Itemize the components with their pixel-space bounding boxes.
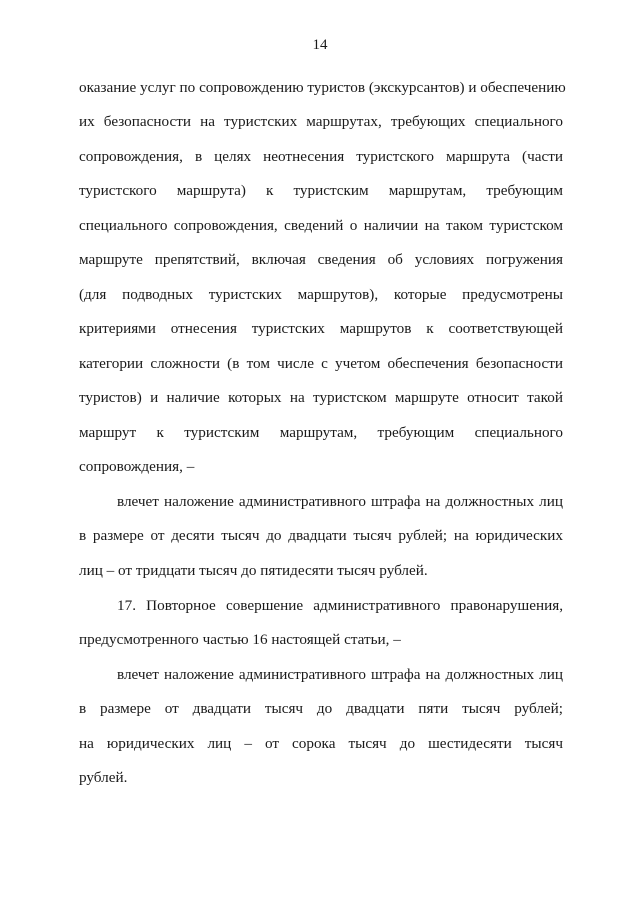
text-line: рублей. bbox=[79, 769, 128, 786]
text-line: туристского маршрута) к туристским маршрутам, требующим bbox=[79, 182, 563, 199]
text-line: критериями отнесения туристских маршрутов к соответствующей bbox=[79, 320, 563, 337]
text-line: маршруте препятствий, включая сведения об условиях погружения bbox=[79, 251, 563, 268]
text-line: категории сложности (в том числе с учетом обеспечения безопасности bbox=[79, 355, 563, 372]
text-line: туристов) и наличие которых на туристском маршруте относит такой bbox=[79, 389, 563, 406]
text-line: сопровождения, в целях неотнесения туристского маршрута (части bbox=[79, 148, 563, 165]
page-number: 14 bbox=[312, 37, 328, 53]
text-line: в размере от двадцати тысяч до двадцати пяти тысяч рублей; bbox=[79, 700, 563, 717]
text-line: 17. Повторное совершение административного правонарушения, bbox=[117, 597, 563, 614]
text-line: (для подводных туристских маршрутов), которые предусмотрены bbox=[79, 286, 563, 303]
text-line: сопровождения, – bbox=[79, 458, 195, 475]
text-line: их безопасности на туристских маршрутах, требующих специального bbox=[79, 113, 563, 130]
text-line: маршрут к туристским маршрутам, требующим специального bbox=[79, 424, 563, 441]
text-line: влечет наложение административного штрафа на должностных лиц bbox=[117, 493, 563, 510]
text-line: влечет наложение административного штрафа на должностных лиц bbox=[117, 666, 563, 683]
text-line: оказание услуг по сопровождению туристов (экскурсантов) и обеспечению bbox=[79, 79, 566, 96]
text-line: специального сопровождения, сведений о наличии на таком туристском bbox=[79, 217, 563, 234]
text-line: в размере от десяти тысяч до двадцати тысяч рублей; на юридических bbox=[79, 527, 563, 544]
text-line: лиц – от тридцати тысяч до пятидесяти тысяч рублей. bbox=[79, 562, 428, 579]
text-line: на юридических лиц – от сорока тысяч до шестидесяти тысяч bbox=[79, 735, 563, 752]
text-line: предусмотренного частью 16 настоящей статьи, – bbox=[79, 631, 401, 648]
